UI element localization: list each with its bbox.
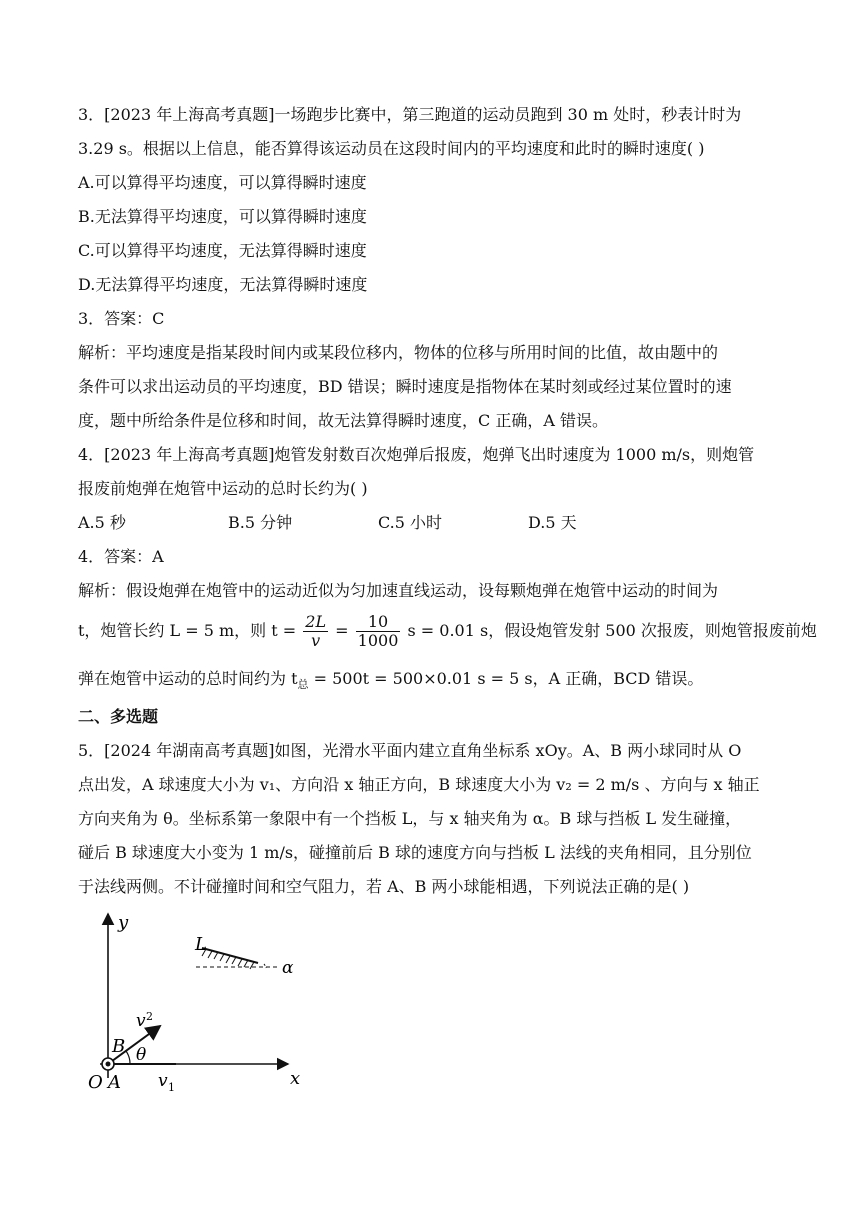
q4-option-d: D.5 天: [528, 513, 577, 532]
q4-stem-line2: 报废前炮弹在炮管中运动的总时长约为( ): [78, 479, 368, 498]
q4-analysis-line3-start: 弹在炮管中运动的总时间约为 t: [78, 669, 298, 688]
label-alpha: α: [282, 958, 294, 978]
q3-answer: 3．答案：C: [78, 309, 165, 328]
fraction-numerator: 2L: [305, 612, 327, 631]
q5-stem-line1: 5．[2024 年湖南高考真题]如图，光滑水平面内建立直角坐标系 xOy。A、B 两小球同时从 O: [78, 741, 742, 760]
q5-stem-line3: 方向夹角为 θ。坐标系第一象限中有一个挡板 L，与 x 轴夹角为 α。B 球与挡板 L 发生碰撞，: [78, 809, 742, 828]
ball-center-dot: [106, 1062, 111, 1067]
q3-option-c: C.可以算得平均速度，无法算得瞬时速度: [78, 241, 367, 260]
q4-options-row: [78, 512, 577, 534]
fraction-2l-over-v: [303, 613, 328, 650]
q4-analysis-line1: 解析：假设炮弹在炮管中的运动近似为匀加速直线运动，设每颗炮弹在炮管中运动的时间为: [78, 581, 719, 600]
q4-analysis-line2-start: t，炮管长约 L = 5 m，则 t =: [78, 621, 297, 640]
label-y: y: [118, 912, 129, 933]
label-theta: θ: [136, 1045, 147, 1065]
fraction-numerator: 10: [356, 613, 401, 632]
q3-stem-line2: 3.29 s。根据以上信息，能否算得该运动员在这段时间内的平均速度和此时的瞬时速度( ): [78, 139, 705, 158]
label-v1-subscript: 1: [168, 1081, 175, 1094]
alpha-arc: [264, 964, 266, 968]
baffle-line: [202, 948, 258, 963]
q3-option-d: D.无法算得平均速度，无法算得瞬时速度: [78, 275, 368, 294]
equals-sign: =: [335, 621, 349, 640]
q4-analysis-line3-end: = 500t = 500×0.01 s = 5 s，A 正确，BCD 错误。: [308, 669, 704, 688]
theta-arc: [126, 1051, 130, 1064]
label-a: A: [108, 1072, 121, 1093]
q4-analysis-line3: [78, 668, 703, 696]
label-v1: v: [158, 1071, 168, 1091]
q5-stem-line2: 点出发，A 球速度大小为 v₁、方向沿 x 轴正方向，B 球速度大小为 v₂ = 2 m/s 、方向与 x 轴正: [78, 775, 760, 794]
q4-answer: 4．答案：A: [78, 547, 164, 566]
q4-option-a: A.5 秒: [78, 513, 126, 532]
q5-stem-line5: 于法线两侧。不计碰撞时间和空气阻力，若 A、B 两小球能相遇，下列说法正确的是( ): [78, 877, 690, 896]
q3-stem-line1: 3．[2023 年上海高考真题]一场跑步比赛中，第三跑道的运动员跑到 30 m 处时，秒表计时为: [78, 105, 742, 124]
q5-stem-line4: 碰后 B 球速度大小变为 1 m/s，碰撞前后 B 球的速度方向与挡板 L 法线的夹角相同，且分别位: [78, 843, 752, 862]
q4-analysis-line2-end: s = 0.01 s，假设炮管发射 500 次报废，则炮管报废前炮: [407, 621, 817, 640]
q3-option-a: A.可以算得平均速度，可以算得瞬时速度: [78, 173, 367, 192]
q4-analysis-line2: [78, 612, 817, 650]
q3-option-b: B.无法算得平均速度，可以算得瞬时速度: [78, 207, 367, 226]
label-l: L: [195, 934, 207, 955]
label-v2-subscript: 2: [146, 1010, 153, 1023]
q3-analysis-line2: 条件可以求出运动员的平均速度，BD 错误；瞬时速度是指物体在某时刻或经过某位置时的速: [78, 377, 732, 396]
q3-analysis-line1: 解析：平均速度是指某段时间内或某段位移内，物体的位移与所用时间的比值，故由题中的: [78, 343, 719, 362]
label-b: B: [112, 1036, 126, 1057]
label-origin: O: [88, 1072, 103, 1093]
label-x: x: [290, 1068, 301, 1089]
q4-stem-line1: 4．[2023 年上海高考真题]炮管发射数百次炮弹后报废，炮弹飞出时速度为 1000 m/s，则炮管: [78, 445, 755, 464]
fraction-denominator: 1000: [357, 631, 399, 650]
fraction-denominator: v: [311, 631, 321, 650]
q4-option-c: C.5 小时: [378, 513, 443, 532]
label-v2: v: [136, 1011, 146, 1031]
section-title-multiple-choice: 二、多选题: [78, 707, 159, 726]
subscript-total: 总: [297, 678, 309, 692]
q4-option-b: B.5 分钟: [228, 513, 293, 532]
q3-analysis-line3: 度，题中所给条件是位移和时间，故无法算得瞬时速度，C 正确，A 错误。: [78, 411, 608, 430]
fraction-10-over-1000: [356, 613, 401, 650]
q5-coordinate-figure: [78, 906, 318, 1106]
